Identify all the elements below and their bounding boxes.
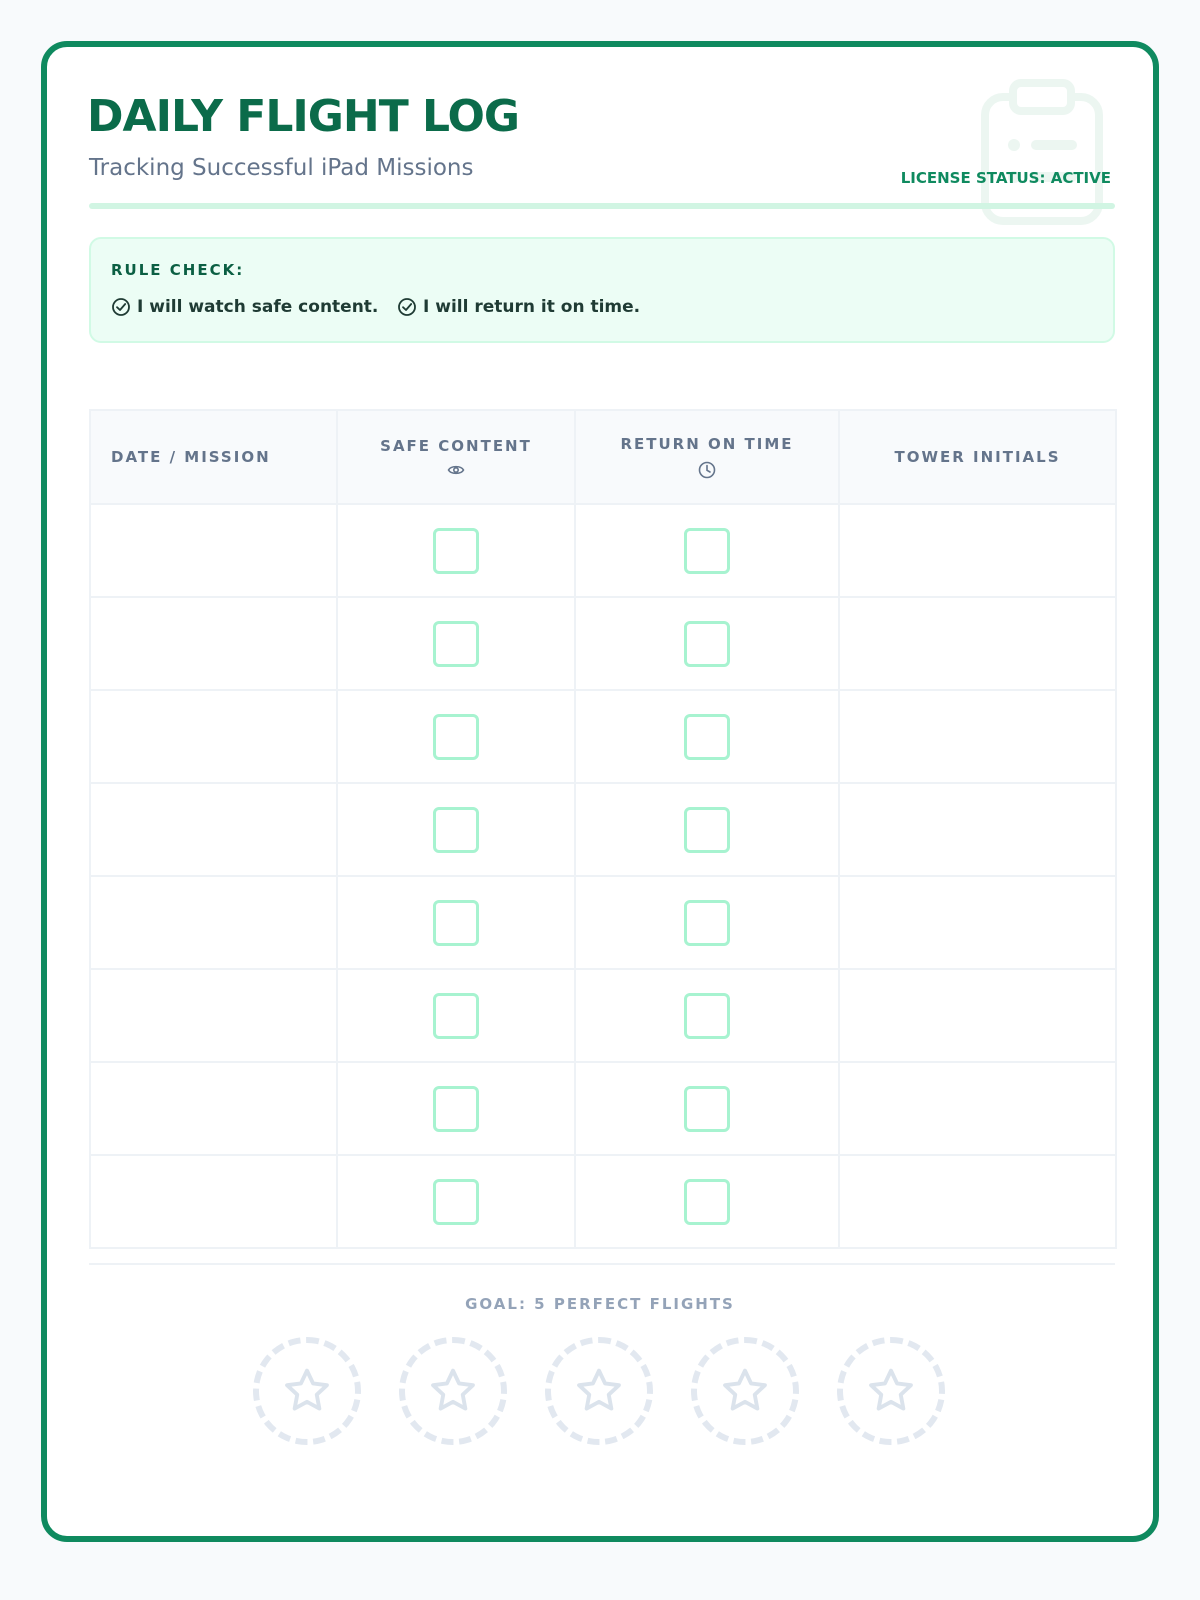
goal-stars — [253, 1337, 945, 1445]
rule-item-return-on-time — [397, 297, 640, 317]
return-on-time-checkbox[interactable] — [684, 807, 730, 853]
return-on-time-checkbox[interactable] — [684, 714, 730, 760]
footer-divider — [89, 1263, 1115, 1265]
safe-content-cell — [337, 1062, 575, 1155]
goal-star-slot[interactable] — [545, 1337, 653, 1445]
page-title: DAILY FLIGHT LOG — [87, 91, 520, 142]
rule-check-title: RULE CHECK: — [111, 261, 245, 279]
table-header-row — [90, 410, 1116, 504]
page-subtitle: Tracking Successful iPad Missions — [89, 155, 474, 181]
rule-check-panel — [89, 237, 1115, 343]
check-circle-icon — [111, 297, 131, 317]
date-mission-cell[interactable] — [90, 690, 337, 783]
tower-initials-cell[interactable] — [839, 690, 1116, 783]
return-on-time-cell — [575, 969, 839, 1062]
tower-initials-cell[interactable] — [839, 1155, 1116, 1248]
return-on-time-checkbox[interactable] — [684, 1179, 730, 1225]
safe-content-cell — [337, 876, 575, 969]
safe-content-checkbox[interactable] — [433, 993, 479, 1039]
flight-log-table — [89, 409, 1117, 1249]
return-on-time-cell — [575, 504, 839, 597]
return-on-time-checkbox[interactable] — [684, 993, 730, 1039]
column-header-date-mission: DATE / MISSION — [90, 410, 337, 504]
column-header-safe-content: SAFE CONTENT — [337, 410, 575, 504]
column-header-return-on-time: RETURN ON TIME — [575, 410, 839, 504]
column-header-tower-initials: TOWER INITIALS — [839, 410, 1116, 504]
goal-star-slot[interactable] — [691, 1337, 799, 1445]
check-circle-icon — [397, 297, 417, 317]
safe-content-cell — [337, 783, 575, 876]
table-row — [90, 1062, 1116, 1155]
safe-content-cell — [337, 1155, 575, 1248]
star-icon — [573, 1365, 625, 1417]
safe-content-checkbox[interactable] — [433, 1179, 479, 1225]
return-on-time-checkbox[interactable] — [684, 621, 730, 667]
goal-label: GOAL: 5 PERFECT FLIGHTS — [465, 1295, 735, 1313]
safe-content-checkbox[interactable] — [433, 900, 479, 946]
table-row — [90, 597, 1116, 690]
rule-item-safe-content — [111, 297, 378, 317]
table-row — [90, 504, 1116, 597]
return-on-time-cell — [575, 783, 839, 876]
safe-content-cell — [337, 504, 575, 597]
goal-star-slot[interactable] — [253, 1337, 361, 1445]
table-row — [90, 690, 1116, 783]
date-mission-cell[interactable] — [90, 597, 337, 690]
return-on-time-cell — [575, 690, 839, 783]
table-row — [90, 1155, 1116, 1248]
date-mission-cell[interactable] — [90, 1062, 337, 1155]
return-on-time-cell — [575, 876, 839, 969]
tower-initials-cell[interactable] — [839, 1062, 1116, 1155]
rule-text: I will return it on time. — [423, 297, 641, 317]
date-mission-cell[interactable] — [90, 1155, 337, 1248]
safe-content-checkbox[interactable] — [433, 528, 479, 574]
return-on-time-checkbox[interactable] — [684, 1086, 730, 1132]
safe-content-cell — [337, 597, 575, 690]
return-on-time-checkbox[interactable] — [684, 900, 730, 946]
tower-initials-cell[interactable] — [839, 876, 1116, 969]
header-divider — [89, 203, 1115, 209]
safe-content-checkbox[interactable] — [433, 621, 479, 667]
return-on-time-cell — [575, 1155, 839, 1248]
table-row — [90, 969, 1116, 1062]
tower-initials-cell[interactable] — [839, 969, 1116, 1062]
date-mission-cell[interactable] — [90, 969, 337, 1062]
star-icon — [427, 1365, 479, 1417]
tower-initials-cell[interactable] — [839, 783, 1116, 876]
safe-content-checkbox[interactable] — [433, 1086, 479, 1132]
flight-log-card — [41, 41, 1159, 1542]
license-status: LICENSE STATUS: ACTIVE — [900, 169, 1111, 187]
return-on-time-cell — [575, 1062, 839, 1155]
safe-content-cell — [337, 969, 575, 1062]
return-on-time-checkbox[interactable] — [684, 528, 730, 574]
goal-star-slot[interactable] — [837, 1337, 945, 1445]
clock-icon — [698, 461, 716, 479]
star-icon — [719, 1365, 771, 1417]
eye-icon — [447, 463, 465, 477]
table-body — [90, 504, 1116, 1248]
safe-content-cell — [337, 690, 575, 783]
date-mission-cell[interactable] — [90, 504, 337, 597]
date-mission-cell[interactable] — [90, 783, 337, 876]
goal-star-slot[interactable] — [399, 1337, 507, 1445]
tower-initials-cell[interactable] — [839, 597, 1116, 690]
rule-text: I will watch safe content. — [137, 297, 379, 317]
tower-initials-cell[interactable] — [839, 504, 1116, 597]
date-mission-cell[interactable] — [90, 876, 337, 969]
star-icon — [281, 1365, 333, 1417]
table-row — [90, 783, 1116, 876]
star-icon — [865, 1365, 917, 1417]
table-row — [90, 876, 1116, 969]
return-on-time-cell — [575, 597, 839, 690]
safe-content-checkbox[interactable] — [433, 807, 479, 853]
safe-content-checkbox[interactable] — [433, 714, 479, 760]
